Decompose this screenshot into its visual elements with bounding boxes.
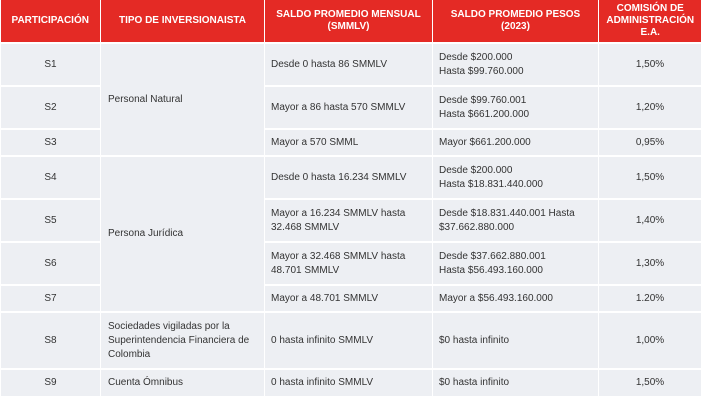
participacion-cell: S3 xyxy=(1,129,101,156)
comision-cell: 0,95% xyxy=(599,129,701,156)
saldo-pesos-cell: Mayor $661.200.000 xyxy=(433,129,599,156)
saldo-pesos-cell: $0 hasta infinito xyxy=(433,312,599,369)
header-comision-line2: ADMINISTRACIÓN E.A. xyxy=(606,15,695,38)
header-saldo-smmlv xyxy=(265,0,433,43)
investor-type-personal-natural: Personal Natural xyxy=(101,43,265,156)
saldo-pesos-cell: Desde $37.662.880.001 Hasta $56.493.160.000 xyxy=(433,242,599,285)
table-row xyxy=(1,156,701,199)
header-saldo-smmlv-line1: SALDO PROMEDIO MENSUAL xyxy=(276,9,421,20)
header-saldo-pesos-line2: (2023) xyxy=(501,21,530,32)
table-row xyxy=(1,312,701,369)
comision-cell: 1,30% xyxy=(599,242,701,285)
participacion-cell: S4 xyxy=(1,156,101,199)
participacion-cell: S1 xyxy=(1,43,101,86)
saldo-smmlv-cell: Mayor a 86 hasta 570 SMMLV xyxy=(265,86,433,129)
investor-type-sociedades-vigiladas: Sociedades vigiladas por la Superintendencia Financiera de Colombia xyxy=(101,312,265,369)
saldo-pesos-cell: $0 hasta infinito xyxy=(433,369,599,396)
comision-cell: 1,50% xyxy=(599,369,701,396)
saldo-pesos-cell: Desde $200.000 Hasta $18.831.440.000 xyxy=(433,156,599,199)
saldo-smmlv-cell: Mayor a 570 SMML xyxy=(265,129,433,156)
header-saldo-pesos xyxy=(433,0,599,43)
saldo-pesos-cell: Desde $200.000 Hasta $99.760.000 xyxy=(433,43,599,86)
header-saldo-pesos-line1: SALDO PROMEDIO PESOS xyxy=(450,9,581,20)
table-row xyxy=(1,369,701,396)
saldo-pesos-cell: Desde $99.760.001 Hasta $661.200.000 xyxy=(433,86,599,129)
comision-cell: 1,40% xyxy=(599,199,701,242)
saldo-smmlv-cell: Mayor a 48.701 SMMLV xyxy=(265,285,433,312)
participacion-cell: S8 xyxy=(1,312,101,369)
saldo-smmlv-cell: 0 hasta infinito SMMLV xyxy=(265,369,433,396)
participacion-cell: S7 xyxy=(1,285,101,312)
comision-cell: 1,00% xyxy=(599,312,701,369)
saldo-pesos-cell: Desde $18.831.440.001 Hasta $37.662.880.000 xyxy=(433,199,599,242)
header-row xyxy=(1,0,701,43)
comision-cell: 1,50% xyxy=(599,156,701,199)
header-participacion: PARTICIPACIÓN xyxy=(1,0,101,43)
header-saldo-smmlv-line2: (SMMLV) xyxy=(327,21,370,32)
comision-cell: 1,50% xyxy=(599,43,701,86)
table-row xyxy=(1,43,701,86)
saldo-smmlv-cell: Desde 0 hasta 16.234 SMMLV xyxy=(265,156,433,199)
participacion-cell: S5 xyxy=(1,199,101,242)
header-comision xyxy=(599,0,701,43)
participacion-cell: S2 xyxy=(1,86,101,129)
comision-cell: 1,20% xyxy=(599,86,701,129)
comision-cell: 1.20% xyxy=(599,285,701,312)
investor-type-persona-juridica: Persona Jurídica xyxy=(101,156,265,312)
participacion-cell: S9 xyxy=(1,369,101,396)
saldo-smmlv-cell: Mayor a 16.234 SMMLV hasta 32.468 SMMLV xyxy=(265,199,433,242)
header-tipo-inversionista: TIPO DE INVERSIONAISTA xyxy=(101,0,265,43)
saldo-smmlv-cell: Mayor a 32.468 SMMLV hasta 48.701 SMMLV xyxy=(265,242,433,285)
saldo-smmlv-cell: 0 hasta infinito SMMLV xyxy=(265,312,433,369)
saldo-pesos-cell: Mayor a $56.493.160.000 xyxy=(433,285,599,312)
header-comision-line1: COMISIÓN DE xyxy=(616,3,684,14)
participacion-cell: S6 xyxy=(1,242,101,285)
saldo-smmlv-cell: Desde 0 hasta 86 SMMLV xyxy=(265,43,433,86)
investor-type-cuenta-omnibus: Cuenta Ómnibus xyxy=(101,369,265,396)
